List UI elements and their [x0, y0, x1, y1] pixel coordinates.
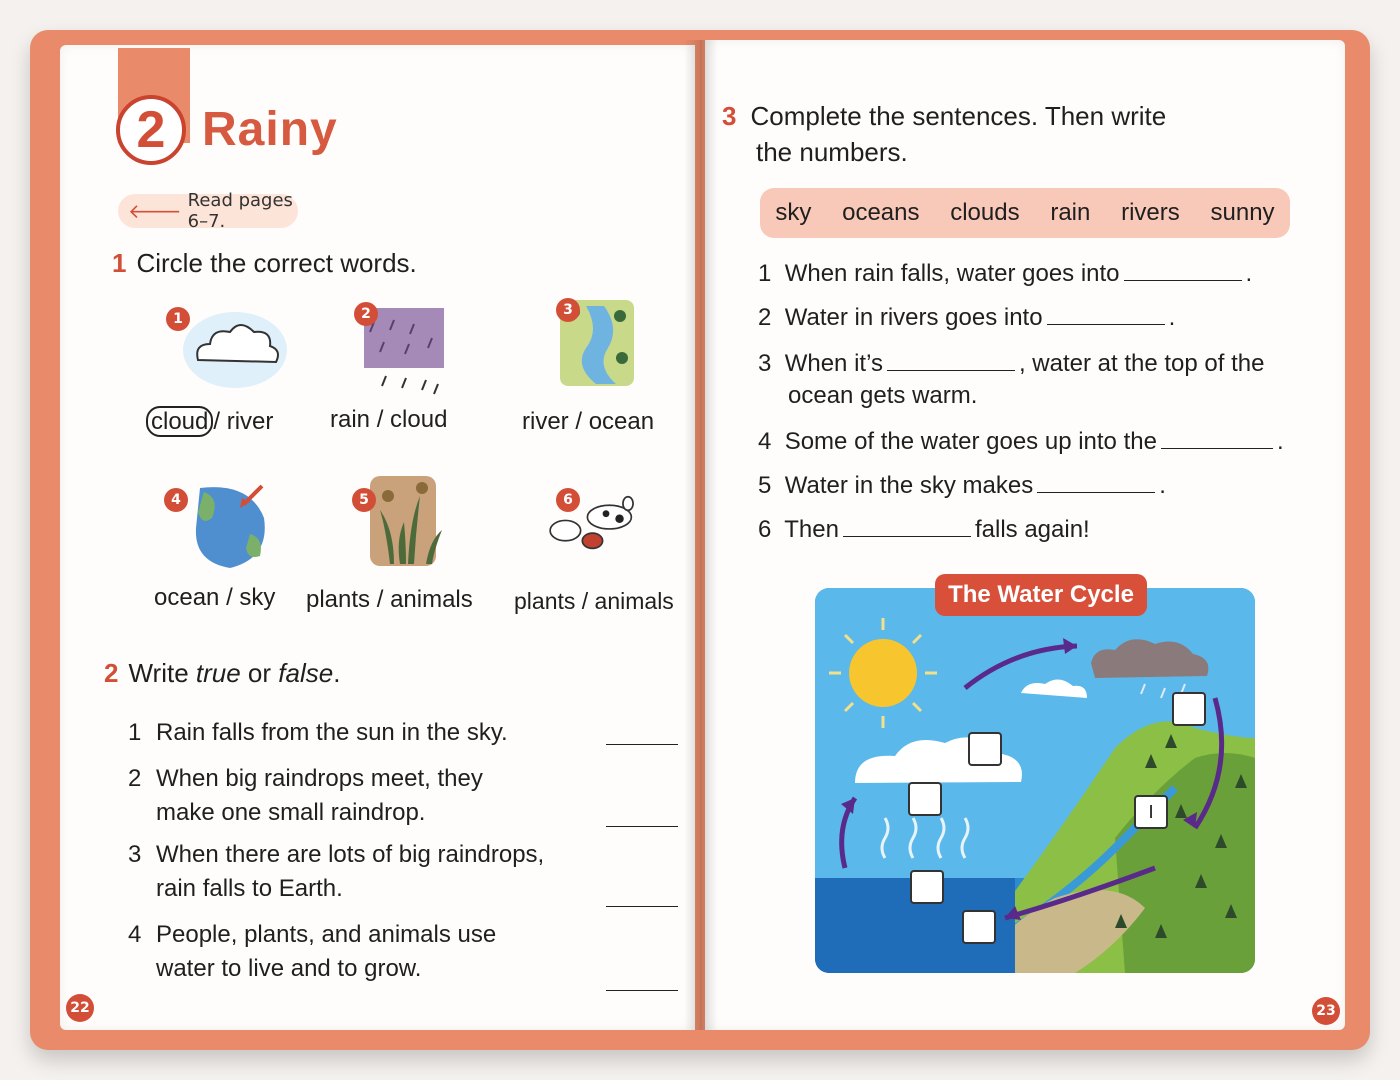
sentence-5: [758, 472, 1166, 500]
sentence-text: falls again!: [974, 516, 1090, 543]
tf-item-text: rain falls to Earth.: [156, 875, 343, 902]
tf-item-number: 3: [128, 841, 142, 868]
tf-item-1: [128, 716, 508, 750]
section2-title-true: true: [195, 658, 241, 688]
section2-title-pre: Write: [128, 658, 196, 688]
section1-title: Circle the correct words.: [136, 248, 417, 278]
sentence-text: .: [1245, 260, 1253, 287]
number-box[interactable]: [968, 732, 1002, 766]
option-separator: /: [376, 586, 384, 613]
option-ocean[interactable]: ocean: [588, 408, 655, 435]
section3-title-line1: Complete the sentences. Then write: [750, 101, 1167, 131]
sentence-text: .: [1276, 428, 1284, 455]
tf-item-number: 2: [128, 765, 142, 792]
tf-item-text: People, plants, and animals use: [156, 921, 497, 948]
option-pair-3: [522, 408, 654, 436]
option-animals[interactable]: animals: [390, 586, 473, 613]
sentence-text: When rain falls, water goes into: [784, 260, 1120, 287]
back-arrow-icon: 🡐: [128, 199, 182, 223]
tf-item-text: When there are lots of big raindrops,: [156, 841, 545, 868]
fill-blank[interactable]: [1047, 306, 1165, 325]
tf-item-text: make one small raindrop.: [156, 799, 426, 826]
option-pair-4: [154, 584, 275, 612]
sentence-number: 6: [758, 516, 772, 543]
option-pair-1: [146, 408, 273, 436]
number-box[interactable]: [910, 870, 944, 904]
word-bank-item: sky: [775, 199, 812, 226]
word-bank-item: rivers: [1121, 199, 1180, 226]
word-bank: [760, 188, 1290, 238]
option-separator: /: [226, 584, 233, 611]
sentence-4: [758, 428, 1284, 456]
fill-blank[interactable]: [843, 518, 971, 537]
option-cloud-circled[interactable]: cloud: [146, 406, 213, 437]
fill-blank[interactable]: [1124, 262, 1242, 281]
sentence-text: Then: [784, 516, 839, 543]
sentence-number: 2: [758, 304, 772, 331]
word-bank-item: rain: [1050, 199, 1091, 226]
sentence-text: Some of the water goes up into the: [784, 428, 1157, 455]
option-sky[interactable]: sky: [239, 584, 276, 611]
word-bank-item: clouds: [950, 199, 1020, 226]
item-badge: 6: [556, 488, 580, 512]
tf-item-4: [128, 918, 496, 986]
sentence-text: .: [1168, 304, 1176, 331]
section2-number: 2: [104, 658, 119, 688]
tf-item-3: [128, 838, 544, 906]
number-box[interactable]: [908, 782, 942, 816]
section2-title-mid: or: [240, 658, 279, 688]
unit-title: Rainy: [202, 103, 338, 156]
sentence-text: , water at the top of the: [1018, 350, 1265, 377]
sentence-6: [758, 516, 1090, 544]
option-separator: /: [575, 408, 583, 435]
tf-item-number: 1: [128, 719, 142, 746]
page-number-left: 22: [66, 994, 94, 1022]
section3-number: 3: [722, 101, 737, 131]
option-ocean[interactable]: ocean: [154, 584, 220, 611]
plants-picture: [360, 470, 470, 570]
number-box[interactable]: [962, 910, 996, 944]
sentence-text: Water in rivers goes into: [784, 304, 1043, 331]
fill-blank[interactable]: [1161, 430, 1273, 449]
item-badge: 4: [164, 488, 188, 512]
option-pair-6: [514, 588, 674, 615]
answer-line[interactable]: [606, 826, 678, 827]
sentence-text: Water in the sky makes: [784, 472, 1034, 499]
tf-item-text: water to live and to grow.: [156, 955, 422, 982]
item-badge: 5: [352, 488, 376, 512]
sentence-2: [758, 304, 1175, 332]
answer-line[interactable]: [606, 906, 678, 907]
fill-blank[interactable]: [887, 352, 1015, 371]
word-bank-item: oceans: [842, 199, 920, 226]
option-separator: /: [213, 408, 221, 435]
item-badge: 2: [354, 302, 378, 326]
sentence-number: 5: [758, 472, 772, 499]
item-badge: 3: [556, 298, 580, 322]
section2-title-end: .: [333, 658, 341, 688]
sentence-3: [758, 348, 1264, 412]
tf-item-number: 4: [128, 921, 142, 948]
section2-heading: [104, 658, 340, 689]
option-animals[interactable]: animals: [594, 588, 674, 614]
option-plants[interactable]: plants: [306, 586, 371, 613]
tf-item-text: When big raindrops meet, they: [156, 765, 483, 792]
item-badge: 1: [166, 307, 190, 331]
read-pages-pill: [118, 190, 298, 232]
option-separator: /: [581, 588, 589, 614]
option-pair-5: [306, 586, 473, 614]
section3-title-line2: the numbers.: [756, 137, 908, 167]
section1-heading: [112, 248, 417, 279]
cloud-picture: [180, 300, 290, 400]
option-rain[interactable]: rain: [330, 406, 371, 433]
water-cycle-title: The Water Cycle: [935, 574, 1147, 616]
sentence-text: When it’s: [784, 350, 883, 377]
option-river[interactable]: river: [226, 408, 274, 435]
answer-line[interactable]: [606, 744, 678, 745]
option-river[interactable]: river: [522, 408, 569, 435]
book-spine-shadow: [684, 40, 718, 1030]
sentence-number: 1: [758, 260, 772, 287]
sentence-number: 3: [758, 350, 772, 377]
read-pages-label: Read pages 6–7.: [187, 190, 293, 232]
number-box-filled[interactable]: I: [1134, 795, 1168, 829]
section3-heading: [722, 98, 1166, 170]
option-pair-2: [330, 406, 447, 434]
page-number-right: 23: [1312, 997, 1340, 1025]
unit-number: 2: [116, 95, 186, 165]
tf-item-2: [128, 762, 483, 830]
sentence-1: [758, 260, 1252, 288]
section2-title-false: false: [278, 658, 334, 688]
word-bank-item: sunny: [1210, 199, 1275, 226]
sentence-text: .: [1159, 472, 1166, 499]
sentence-text: ocean gets warm.: [788, 382, 978, 409]
option-separator: /: [376, 406, 384, 433]
sentence-number: 4: [758, 428, 772, 455]
fill-blank[interactable]: [1037, 474, 1155, 493]
water-cycle-illustration: [815, 588, 1255, 973]
answer-line[interactable]: [606, 990, 678, 991]
ocean-picture: [180, 478, 290, 578]
number-box[interactable]: [1172, 692, 1206, 726]
section1-number: 1: [112, 248, 127, 278]
tf-item-text: Rain falls from the sun in the sky.: [156, 719, 508, 746]
option-cloud[interactable]: cloud: [390, 406, 448, 433]
option-plants[interactable]: plants: [514, 588, 576, 614]
